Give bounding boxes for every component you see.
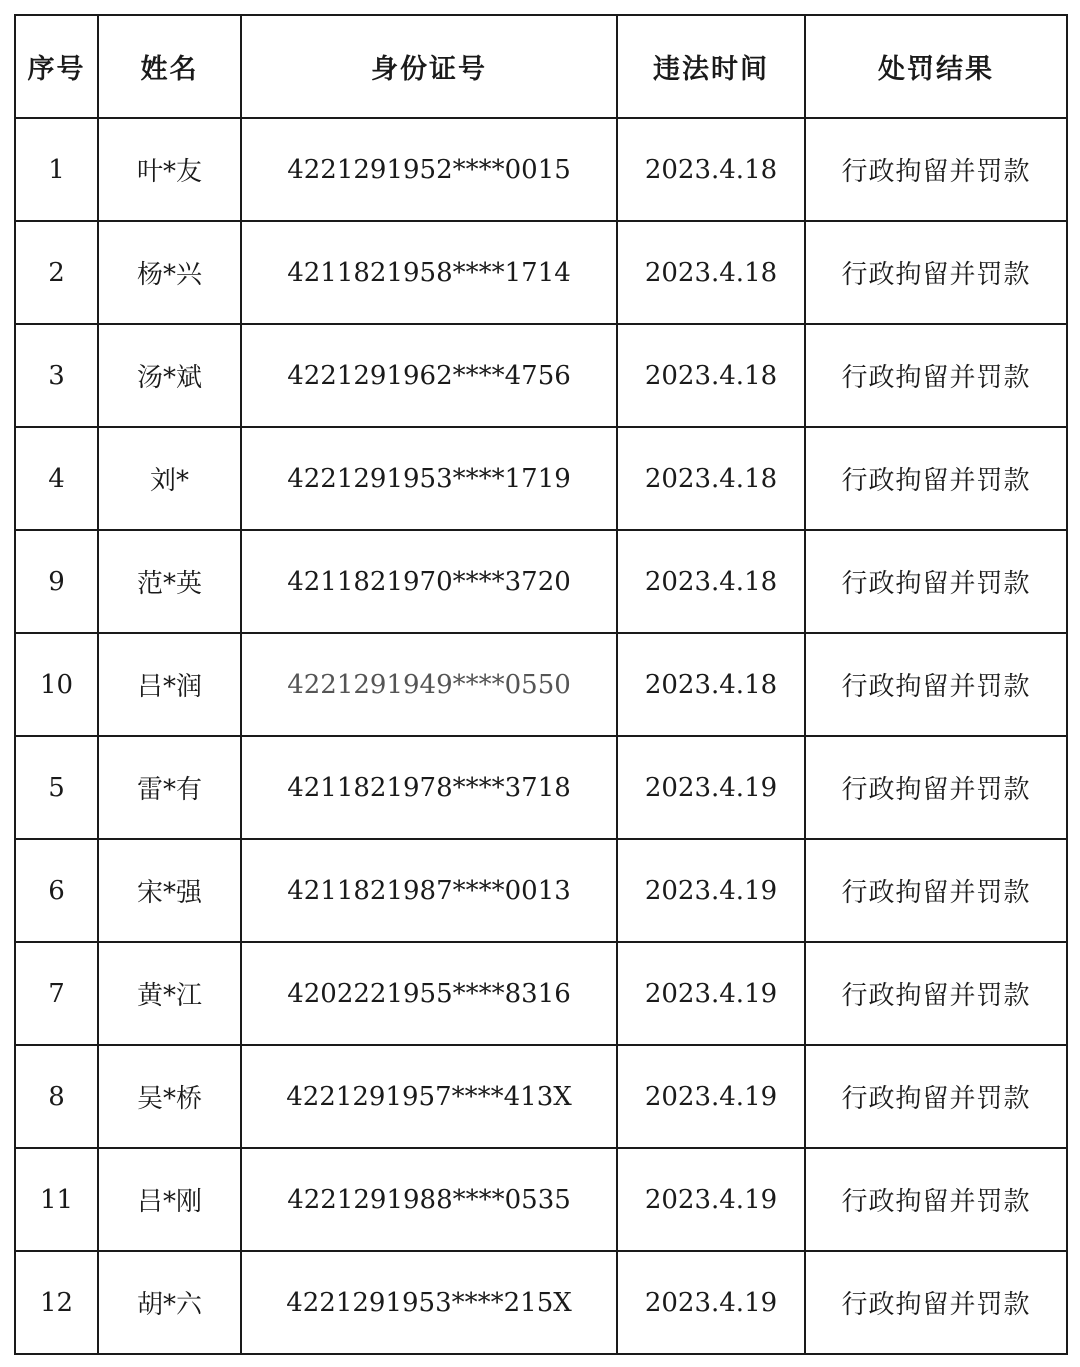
header-violation-date: 违法时间	[617, 15, 805, 118]
cell-name: 宋*强	[98, 839, 241, 942]
header-seq: 序号	[15, 15, 98, 118]
cell-name: 吕*刚	[98, 1148, 241, 1251]
cell-penalty-result: 行政拘留并罚款	[805, 221, 1067, 324]
table-row	[15, 221, 1067, 324]
cell-seq: 12	[15, 1251, 98, 1354]
cell-seq: 11	[15, 1148, 98, 1251]
table-row	[15, 427, 1067, 530]
table-row	[15, 736, 1067, 839]
cell-seq: 1	[15, 118, 98, 221]
table-header	[15, 15, 1067, 118]
cell-violation-date: 2023.4.19	[617, 736, 805, 839]
table-row	[15, 118, 1067, 221]
table-row	[15, 633, 1067, 736]
cell-id-number: 4221291957****413X	[241, 1045, 617, 1148]
cell-seq: 2	[15, 221, 98, 324]
table-row	[15, 1251, 1067, 1354]
cell-penalty-result: 行政拘留并罚款	[805, 633, 1067, 736]
cell-seq: 8	[15, 1045, 98, 1148]
cell-penalty-result: 行政拘留并罚款	[805, 839, 1067, 942]
cell-name: 汤*斌	[98, 324, 241, 427]
cell-name: 吕*润	[98, 633, 241, 736]
cell-id-number: 4221291949****0550	[241, 633, 617, 736]
cell-name: 吴*桥	[98, 1045, 241, 1148]
cell-violation-date: 2023.4.18	[617, 324, 805, 427]
cell-violation-date: 2023.4.19	[617, 942, 805, 1045]
table-row	[15, 530, 1067, 633]
cell-violation-date: 2023.4.19	[617, 1148, 805, 1251]
cell-name: 刘*	[98, 427, 241, 530]
cell-id-number: 4211821987****0013	[241, 839, 617, 942]
cell-name: 胡*六	[98, 1251, 241, 1354]
cell-penalty-result: 行政拘留并罚款	[805, 1045, 1067, 1148]
cell-id-number: 4211821978****3718	[241, 736, 617, 839]
cell-penalty-result: 行政拘留并罚款	[805, 942, 1067, 1045]
cell-violation-date: 2023.4.19	[617, 839, 805, 942]
cell-id-number: 4221291962****4756	[241, 324, 617, 427]
cell-penalty-result: 行政拘留并罚款	[805, 736, 1067, 839]
cell-id-number: 4221291952****0015	[241, 118, 617, 221]
cell-violation-date: 2023.4.19	[617, 1251, 805, 1354]
cell-violation-date: 2023.4.18	[617, 427, 805, 530]
cell-penalty-result: 行政拘留并罚款	[805, 118, 1067, 221]
table-row	[15, 1148, 1067, 1251]
table-row	[15, 1045, 1067, 1148]
cell-id-number: 4221291953****1719	[241, 427, 617, 530]
header-penalty-result: 处罚结果	[805, 15, 1067, 118]
penalty-roster-table	[14, 14, 1068, 1355]
cell-name: 黄*江	[98, 942, 241, 1045]
cell-name: 范*英	[98, 530, 241, 633]
table-row	[15, 324, 1067, 427]
cell-penalty-result: 行政拘留并罚款	[805, 427, 1067, 530]
header-row	[15, 15, 1067, 118]
cell-violation-date: 2023.4.19	[617, 1045, 805, 1148]
header-id-number: 身份证号	[241, 15, 617, 118]
cell-name: 杨*兴	[98, 221, 241, 324]
table-row	[15, 942, 1067, 1045]
cell-seq: 4	[15, 427, 98, 530]
cell-seq: 6	[15, 839, 98, 942]
cell-name: 叶*友	[98, 118, 241, 221]
cell-violation-date: 2023.4.18	[617, 118, 805, 221]
cell-penalty-result: 行政拘留并罚款	[805, 530, 1067, 633]
cell-id-number: 4221291988****0535	[241, 1148, 617, 1251]
cell-penalty-result: 行政拘留并罚款	[805, 1148, 1067, 1251]
cell-id-number: 4221291953****215X	[241, 1251, 617, 1354]
cell-seq: 3	[15, 324, 98, 427]
cell-violation-date: 2023.4.18	[617, 633, 805, 736]
cell-violation-date: 2023.4.18	[617, 221, 805, 324]
cell-seq: 9	[15, 530, 98, 633]
cell-id-number: 4211821970****3720	[241, 530, 617, 633]
cell-id-number: 4211821958****1714	[241, 221, 617, 324]
cell-id-number: 4202221955****8316	[241, 942, 617, 1045]
cell-seq: 7	[15, 942, 98, 1045]
cell-penalty-result: 行政拘留并罚款	[805, 1251, 1067, 1354]
cell-seq: 5	[15, 736, 98, 839]
cell-penalty-result: 行政拘留并罚款	[805, 324, 1067, 427]
cell-name: 雷*有	[98, 736, 241, 839]
cell-seq: 10	[15, 633, 98, 736]
cell-violation-date: 2023.4.18	[617, 530, 805, 633]
table-row	[15, 839, 1067, 942]
table-body	[15, 118, 1067, 1354]
header-name: 姓名	[98, 15, 241, 118]
